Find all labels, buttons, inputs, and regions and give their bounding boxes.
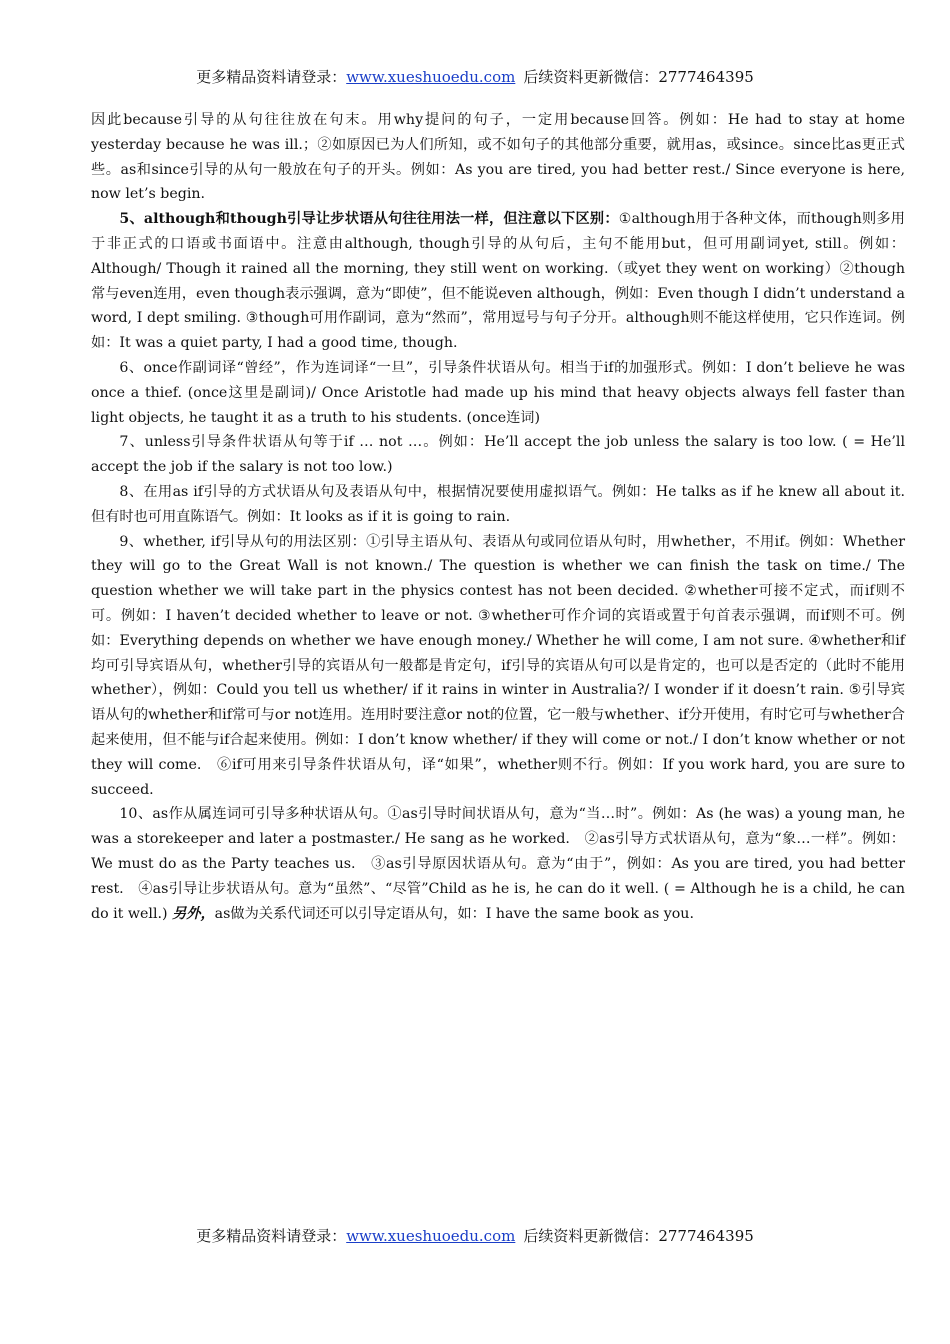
paragraph-9: 9、whether, if引导从句的用法区别：①引导主语从句、表语从句或同位语从句时，用whether，不用if。例如：Whether they will go to the Great Wall is not known./ The question is whether we can finish the task on time./ The question whether we will take part in the physics contest has not been decided. ②whether可接不定式，而if则不可。例如：I haven’t decided whether to leave or not. ③whether可作介词的宾语或置于句首表示强调，而if则不可。例如：Everything depends on whether we have enough money./ Whether he will come, I am not sure. ④whether和if均可引导宾语从句，whether引导的宾语从句一般都是肯定句，if引导的宾语从句可以是肯定的，也可以是否定的（此时不能用whether），例如：Could you tell us whether/ if it rains in winter in Australia?/ I wonder if it doesn’t rain. ⑤引导宾语从句的whether和if常可与or not连用。连用时要注意or not的位置，它一般与whether、if分开使用，有时它可与whether合起来使用，但不能与if合起来使用。例如：I don’t know whether/ if they will come or not./ I don’t know whether or not they will come. ⑥if可用来引导条件状语从句，译“如果”，whether则不行。例如：If you work hard, you are sure to succeed. (91, 533, 905, 798)
header-suffix: 后续资料更新微信：2777464395 (523, 68, 754, 86)
paragraph-7: 7、unless引导条件状语从句等于if … not …。例如：He’ll accept the job unless the salary is too low. ( = He’ll accept the job if the salary is not too low.) (91, 434, 905, 476)
page-footer (0, 1226, 950, 1246)
footer-suffix: 后续资料更新微信：2777464395 (523, 1227, 754, 1245)
paragraph-5-heading: 5、although和though引导让步状语从句往往用法一样，但注意以下区别： (119, 211, 619, 228)
header-link[interactable]: www.xueshuoedu.com (346, 68, 516, 86)
footer-prefix: 更多精品资料请登录： (196, 1227, 347, 1245)
document-body (91, 108, 905, 926)
paragraph-5-text: ①although用于各种文体，而though则多用于非正式的口语或书面语中。注意由although, though引导的从句后，主句不能用but，但可用副词yet, still。例如：Although/ Though it rained all the morning, they still went on working.（或yet they went on working）②though常与even连用，even though表示强调，意为“即使”，但不能说even although，例如：Even though I didn’t understand a word, I dept smiling. ③though可用作副词，意为“然而”，常用逗号与句子分开。although则不能这样使用，它只作连词。例如：It was a quiet party, I had a good time, though. (91, 211, 905, 352)
paragraph-10-text: 10、as作从属连词可引导多种状语从句。①as引导时间状语从句，意为“当…时”。例如：As (he was) a young man, he was a storekeeper and later a postmaster./ He sang as he worked. ②as引导方式状语从句，意为“象…一样”。例如：We must do as the Party teaches us. ③as引导原因状语从句。意为“由于”，例如：As you are tired, you had better rest. ④as引导让步状语从句。意为“虽然”、“尽管”Child as he is, he can do it well. ( = Although he is a child, he can do it well.) (91, 806, 905, 922)
paragraph-10-emphasis: 另外， (172, 905, 215, 922)
paragraph-intro: 因此because引导的从句往往放在句末。用why提问的句子，一定用because回答。例如：He had to stay at home yesterday because he was ill.；②如原因已为人们所知，或不如句子的其他部分重要，就用as，或since。since比as更正式些。as和since引导的从句一般放在句子的开头。例如：As you are tired, you had better rest./ Since everyone is here, now let’s begin. (91, 112, 905, 203)
paragraph-8: 8、在用as if引导的方式状语从句及表语从句中，根据情况要使用虚拟语气。例如：He talks as if he knew all about it. 但有时也可用直陈语气。例如：It looks as if it is going to rain. (91, 483, 905, 525)
header-prefix: 更多精品资料请登录： (196, 68, 347, 86)
paragraph-5 (91, 207, 905, 356)
paragraph-10-tail: as做为关系代词还可以引导定语从句，如：I have the same book as you. (214, 905, 694, 922)
paragraph-6: 6、once作副词译“曾经”，作为连词译“一旦”，引导条件状语从句。相当于if的加强形式。例如：I don’t believe he was once a thief. (once这里是副词)/ Once Aristotle had made up his mind that heavy objects always fell faster than light objects, he taught it as a truth to his students. (once连词) (91, 359, 905, 426)
footer-link[interactable]: www.xueshuoedu.com (346, 1227, 516, 1245)
page-header (0, 67, 950, 87)
paragraph-10 (91, 802, 905, 926)
